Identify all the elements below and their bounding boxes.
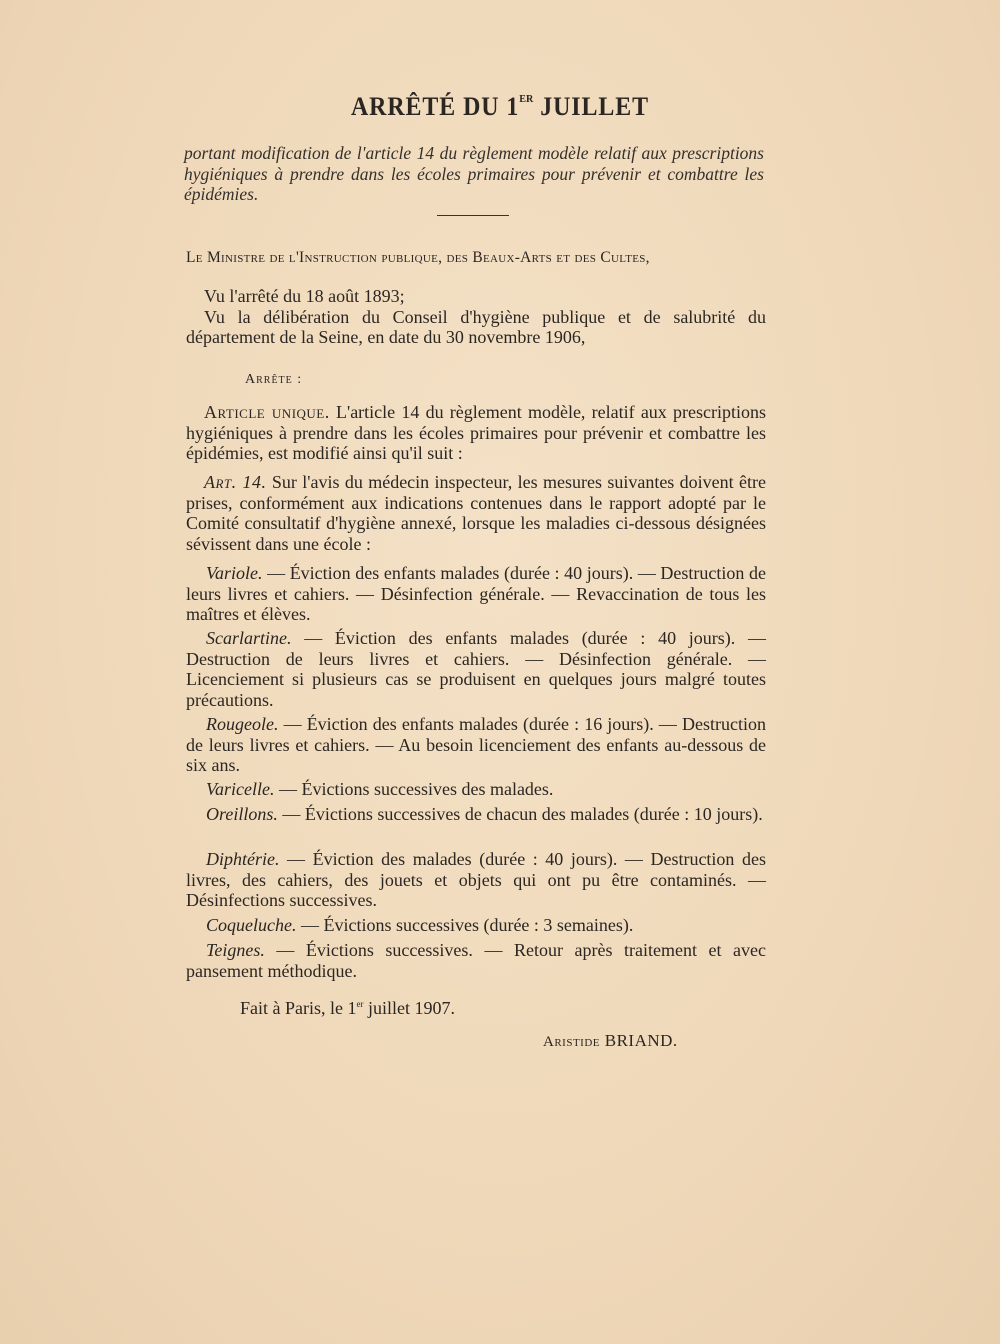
disease-name: Diphtérie. xyxy=(206,849,280,869)
disease-name: Variole. xyxy=(206,563,263,583)
disease-varicelle xyxy=(186,779,766,800)
art14-paragraph xyxy=(186,472,766,554)
signed-place-after: juillet 1907. xyxy=(363,998,455,1018)
disease-text: — Évictions successives de chacun des malades (durée : 10 jours). xyxy=(277,804,763,824)
disease-coqueluche xyxy=(186,915,766,936)
disease-text: — Évictions successives des malades. xyxy=(274,779,554,799)
disease-rougeole xyxy=(186,714,766,776)
disease-name: Coqueluche. xyxy=(206,915,297,935)
disease-oreillons xyxy=(186,804,766,825)
disease-text: — Éviction des enfants malades (durée : 40 jours). — Destruction de leurs livres et cahiers. — Désinfection générale. — Licenciement si plusieurs cas se produisent en quelques jours malgré toutes précautions. xyxy=(186,628,766,710)
arrete-label: Arrête : xyxy=(245,372,303,387)
art14-text: Sur l'avis du médecin inspecteur, les mesures suivantes doivent être prises, conformément aux indications contenues dans le rapport adopté par le Comité consultatif d'hygiène annexé, lorsque les maladies ci-dessous désignées sévissent dans une école : xyxy=(186,472,766,554)
art14-label: Art. 14. xyxy=(204,472,267,492)
disease-text: — Évictions successives. — Retour après traitement et avec pansement méthodique. xyxy=(186,940,766,981)
minister-heading: Le Ministre de l'Instruction publique, des Beaux-Arts et des Cultes, xyxy=(186,249,650,266)
signed-place-superscript: er xyxy=(356,999,364,1009)
article-unique-text: L'article 14 du règlement modèle, relatif aux prescriptions hygiéniques à prendre dans les écoles primaires pour prévenir et combattre les épidémies, est modifié ainsi qu'il suit : xyxy=(186,402,766,463)
disease-name: Oreillons. xyxy=(206,804,278,824)
title-main: ARRÊTÉ DU 1 xyxy=(350,92,520,121)
disease-name: Teignes. xyxy=(206,940,265,960)
signature-last-name: BRIAND. xyxy=(600,1031,678,1050)
disease-name: Rougeole. xyxy=(206,714,279,734)
signed-place-before: Fait à Paris, le 1 xyxy=(240,998,357,1018)
signed-place-date xyxy=(240,998,455,1019)
vu-deliberation-paragraph: Vu la délibération du Conseil d'hygiène publique et de salubrité du département de la Seine, en date du 30 novembre 1906, xyxy=(186,306,766,347)
article-unique-paragraph xyxy=(186,402,766,464)
title-superscript: ER xyxy=(519,93,534,105)
disease-name: Scarlartine. xyxy=(206,628,292,648)
preamble xyxy=(186,286,766,348)
disease-text: — Évictions successives (durée : 3 semaines). xyxy=(296,915,634,935)
signature xyxy=(543,1031,678,1051)
disease-name: Varicelle. xyxy=(206,779,275,799)
disease-teignes xyxy=(186,940,766,981)
divider-rule xyxy=(437,215,509,216)
disease-scarlatine xyxy=(186,628,766,710)
title-rest: JUILLET xyxy=(533,92,650,121)
article-unique-label: Article unique. xyxy=(204,402,330,422)
disease-text: — Éviction des malades (durée : 40 jours). — Destruction des livres, des cahiers, des jouets et objets qui ont pu être contaminés. — Désinfections successives. xyxy=(186,849,766,910)
vu-arrete-paragraph: Vu l'arrêté du 18 août 1893; xyxy=(204,286,405,306)
disease-diphterie xyxy=(186,849,766,911)
disease-variole xyxy=(186,563,766,625)
disease-text: — Éviction des enfants malades (durée : 16 jours). — Destruction de leurs livres et cahiers. — Au besoin licenciement des enfants au-dessous de six ans. xyxy=(186,714,766,775)
document-title xyxy=(40,92,960,122)
disease-text: — Éviction des enfants malades (durée : 40 jours). — Destruction de leurs livres et cahiers. — Désinfection générale. — Revaccination de tous les maîtres et élèves. xyxy=(186,563,766,624)
document-subtitle: portant modification de l'article 14 du règlement modèle relatif aux prescriptions hygiéniques à prendre dans les écoles primaires pour prévenir et combattre les épidémies. xyxy=(184,143,764,204)
signature-first-name: Aristide xyxy=(543,1034,600,1050)
